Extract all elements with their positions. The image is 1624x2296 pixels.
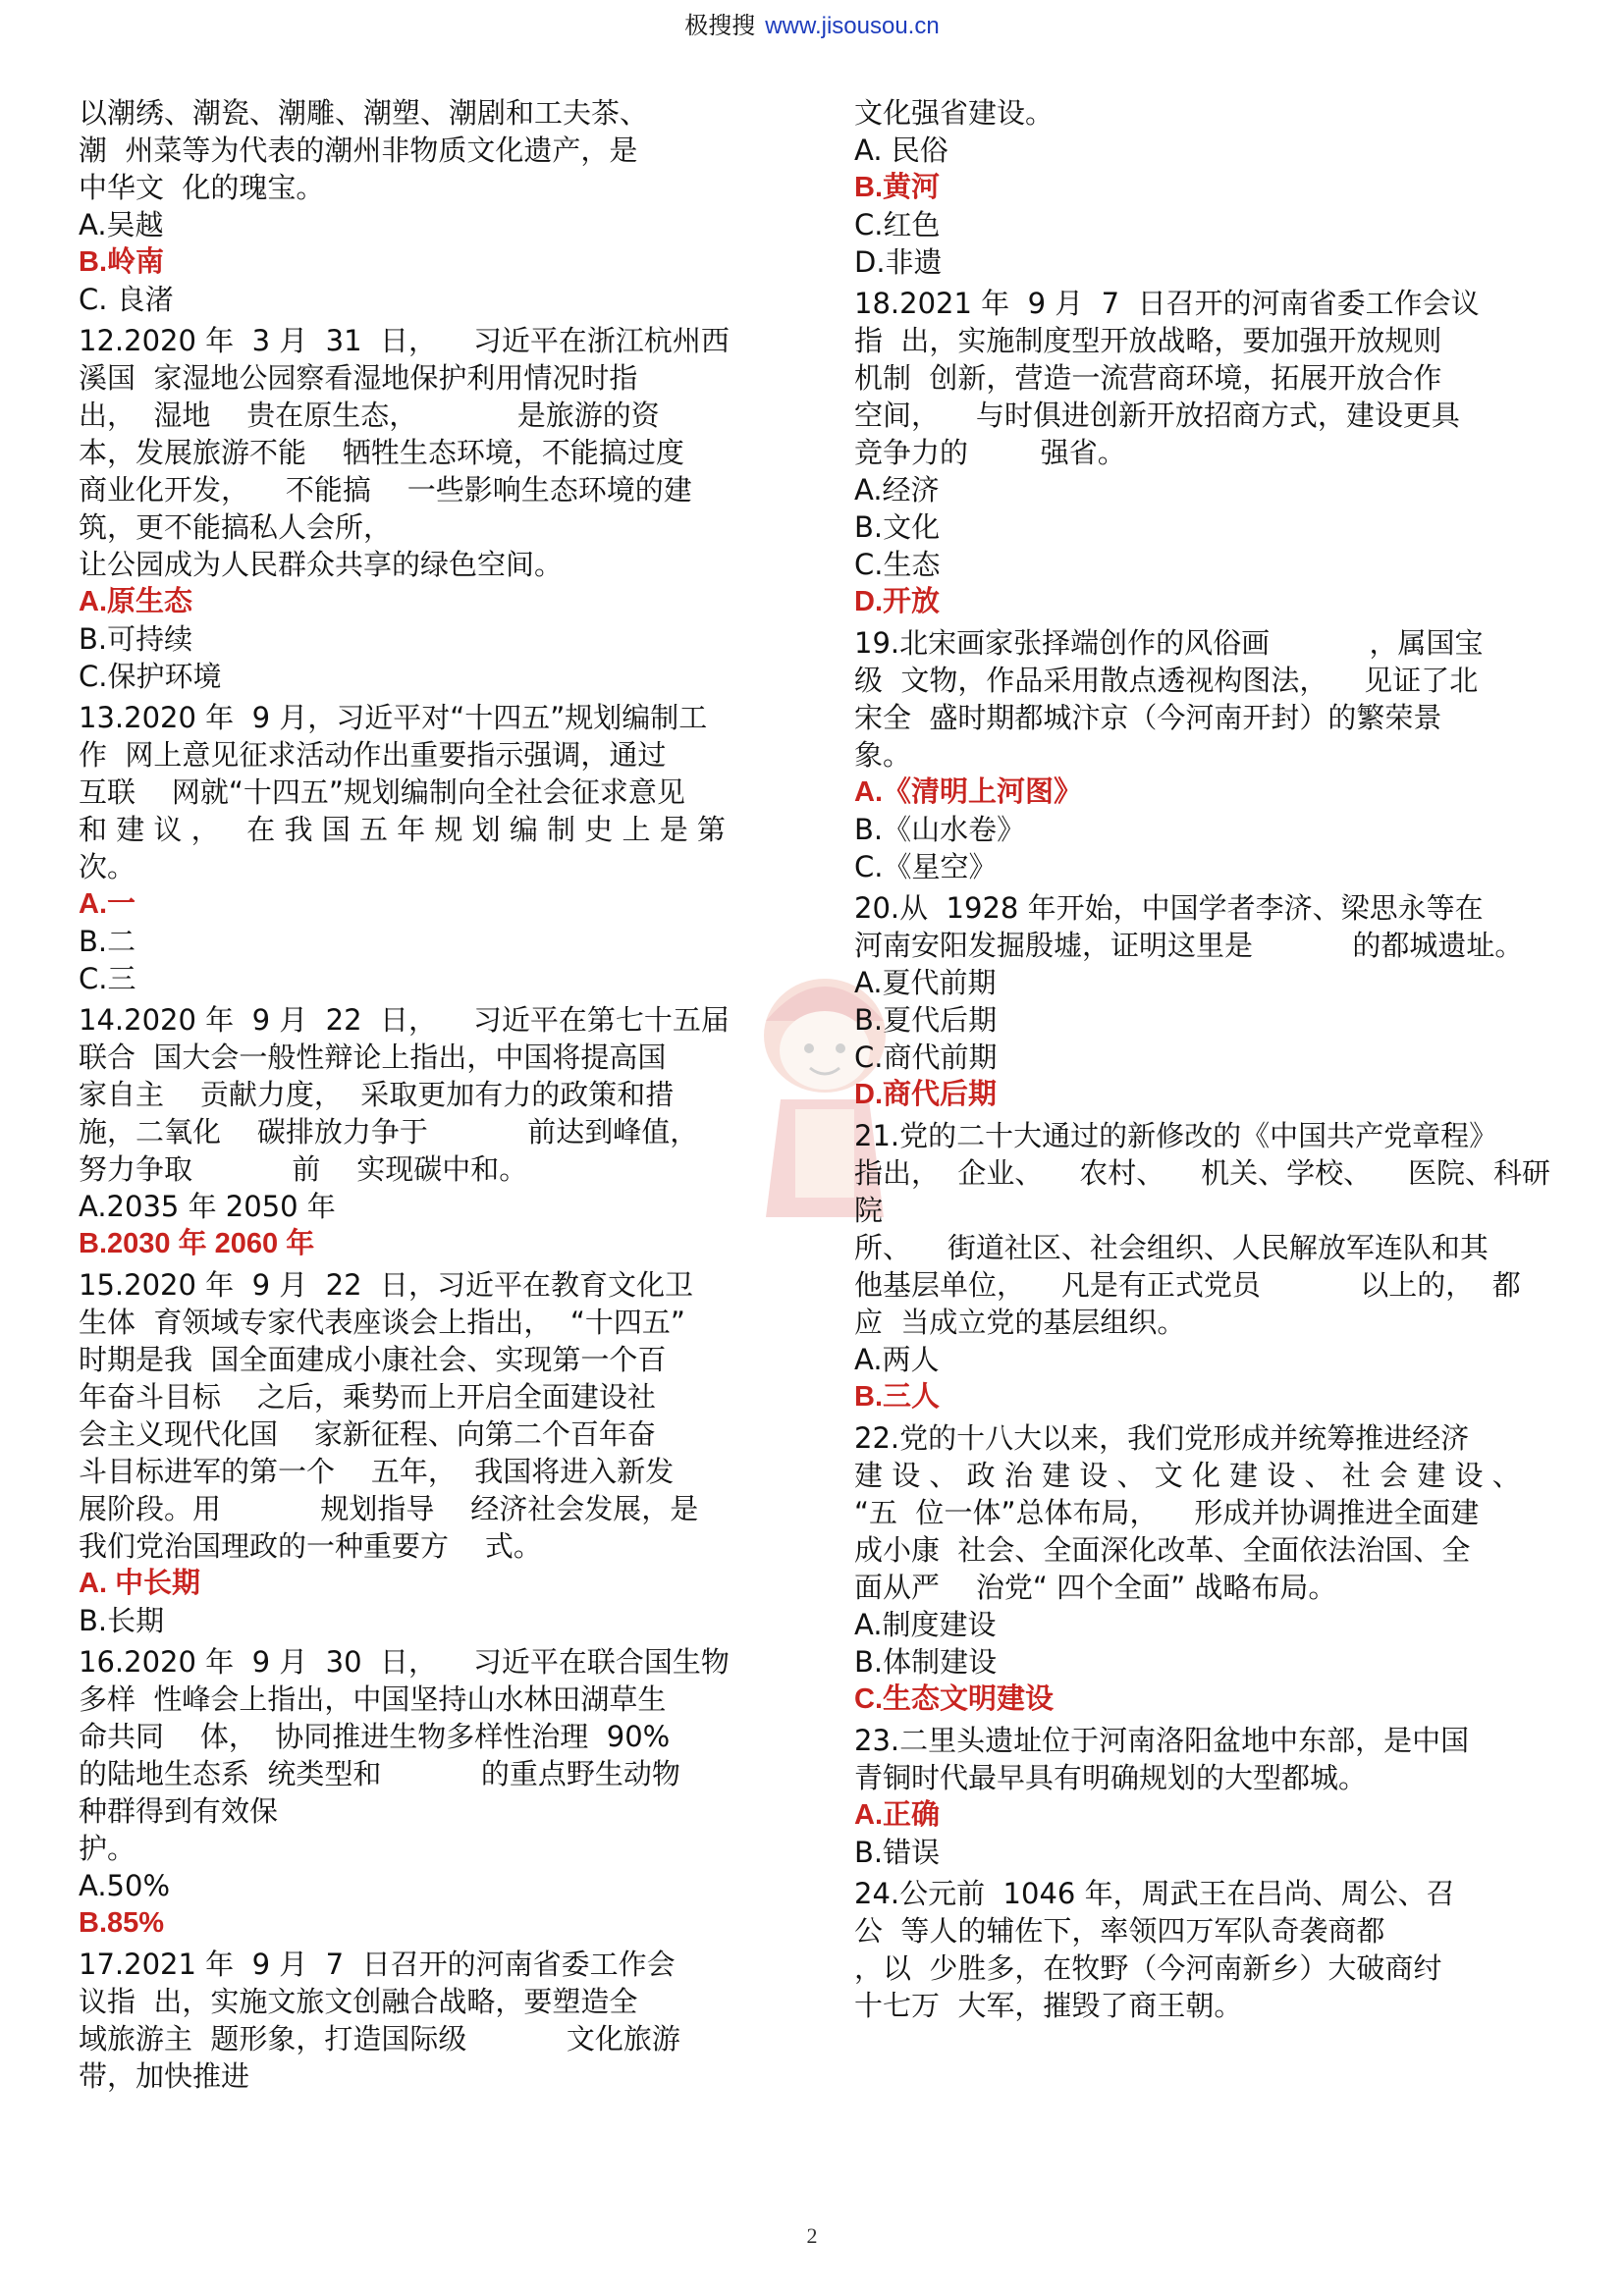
answer-option: A.制度建设 [854, 1608, 997, 1641]
question-text: 16.2020 年 9 月 30 日， 习近平在联合国生物 多样 性峰会上指出，中国坚持山水林田湖草生 命共同 体， 协同推进生物多样性治理 90% 的陆地生态系 统类型和 的重点野生动物 种群得到有效保 护。 [79, 1645, 730, 1865]
question-text: 18.2021 年 9 月 7 日召开的河南省委工作会议 指 出，实施制度型开放战略，要加强开放规则 机制 创新，营造一流营商环境，拓展开放合作 空间， 与时俱进创新开放招商方式，建设更具 竞争力的 强省。 [854, 287, 1480, 469]
page-number: 2 [806, 2223, 818, 2248]
answer-option: A. 民俗 [854, 133, 948, 167]
question-text: 21.党的二十大通过的新修改的《中国共产党章程》 指出， 企业、 农村、 机关、学校、 医院、科研院 所、 街道社区、社会组织、人民解放军连队和其 他基层单位， 凡是有正式党员 以上的， 都 应 当成立党的基层组织。 [854, 1119, 1551, 1339]
page-header [0, 8, 1624, 44]
answer-option: B.二 [79, 925, 136, 958]
question-text: 22.党的十八大以来，我们党形成并统筹推进经济 建 设 、 政 治 建 设 、 文 化 建 设 、 社 会 建 设 、 “五 位一体”总体布局， 形成并协调推进全面建 成小康 社会、全面深化改革、全面依法治国、全 面从严 治党“ 四个全面” 战略布局。 [854, 1421, 1521, 1604]
answer-option: B.体制建设 [854, 1645, 998, 1679]
correct-answer-option: A.《清明上河图》 [854, 776, 1083, 808]
answer-option: B.可持续 [79, 622, 193, 656]
answer-option: C.生态 [854, 548, 941, 581]
answer-option: C.商代前期 [854, 1041, 998, 1074]
correct-answer-option: A.原生态 [79, 586, 193, 617]
left-column [79, 90, 756, 2095]
correct-answer-option: B.岭南 [79, 246, 165, 278]
correct-answer-option: D.商代后期 [854, 1079, 998, 1110]
answer-option: B.文化 [854, 510, 941, 544]
question-text: 13.2020 年 9 月，习近平对“十四五”规划编制工 作 网上意见征求活动作出重要指示强调，通过 互联 网就“十四五”规划编制向全社会征求意见 和 建 议 ， 在 我 国 五 年 规 划 编 制 史 上 是 第 次。 [79, 701, 726, 883]
question-text: 14.2020 年 9 月 22 日， 习近平在第七十五届 联合 国大会一般性辩论上指出，中国将提高国 家自主 贡献力度， 采取更加有力的政策和措 施，二氧化 碳排放力争于 前达到峰值， 努力争取 前 实现碳中和。 [79, 1003, 730, 1186]
question-text: 19.北宋画家张择端创作的风俗画 ，属国宝 级 文物，作品采用散点透视构图法， 见证了北 宋全 盛时期都城汴京（今河南开封）的繁荣景 象。 [854, 626, 1484, 772]
answer-option: C.《星空》 [854, 850, 998, 883]
answer-option: C.红色 [854, 208, 941, 241]
answer-option: B.长期 [79, 1604, 165, 1637]
answer-option: A.两人 [854, 1343, 940, 1376]
right-column [854, 90, 1571, 2024]
question-text: 23.二里头遗址位于河南洛阳盆地中东部，是中国 青铜时代最早具有明确规划的大型都城。 [854, 1724, 1470, 1794]
answer-option: B.夏代后期 [854, 1003, 998, 1037]
site-url-link[interactable]: www.jisousou.cn [765, 13, 940, 39]
answer-option: A.经济 [854, 473, 940, 507]
question-text: 17.2021 年 9 月 7 日召开的河南省委工作会 议指 出，实施文旅文创融合战略，要塑造全 域旅游主 题形象，打造国际级 文化旅游 带，加快推进 [79, 1948, 680, 2093]
correct-answer-option: C.生态文明建设 [854, 1683, 1055, 1715]
answer-option: C. 良渚 [79, 283, 174, 316]
site-brand: 极搜搜 [684, 12, 756, 39]
answer-option: A.夏代前期 [854, 966, 997, 999]
correct-answer-option: A.正确 [854, 1799, 941, 1831]
answer-option: B.错误 [854, 1836, 941, 1869]
question-text: 12.2020 年 3 月 31 日， 习近平在浙江杭州西 溪国 家湿地公园察看湿地保护利用情况时指 出， 湿地 贵在原生态， 是旅游的资 本，发展旅游不能 牺牲生态环境，不能搞过度 商业化开发， 不能搞 一些影响生态环境的建 筑，更不能搞私人会所， 让公园成为人民群众共享的绿色空间。 [79, 324, 730, 581]
correct-answer-option: D.开放 [854, 586, 941, 617]
question-text: 24.公元前 1046 年，周武王在吕尚、周公、召 公 等人的辅佐下，率领四万军队奇袭商都 ，以 少胜多，在牧野（今河南新乡）大破商纣 十七万 大军，摧毁了商王朝。 [854, 1877, 1455, 2022]
answer-option: B.《山水卷》 [854, 813, 1026, 846]
answer-option: A.2035 年 2050 年 [79, 1190, 336, 1223]
question-text: 15.2020 年 9 月 22 日，习近平在教育文化卫 生体 育领域专家代表座谈会上指出， “十四五” 时期是我 国全面建成小康社会、实现第一个百 年奋斗目标 之后，乘势而上开启全面建设社 会主义现代化国 家新征程、向第二个百年奋 斗目标进军的第一个 五年， 我国将进入新发 展阶段。用 规划指导 经济社会发展，是 我们党治国理政的一种重要方 式。 [79, 1268, 699, 1563]
answer-option: A.吴越 [79, 208, 164, 241]
correct-answer-option: A.一 [79, 888, 136, 920]
correct-answer-option: B.85% [79, 1907, 165, 1939]
correct-answer-option: B.黄河 [854, 172, 941, 203]
question-text: 20.从 1928 年开始，中国学者李济、梁思永等在 河南安阳发掘殷墟，证明这里是 的都城遗址。 [854, 891, 1524, 962]
answer-option: C.三 [79, 962, 136, 995]
answer-option: A.50% [79, 1869, 171, 1902]
correct-answer-option: A. 中长期 [79, 1568, 201, 1599]
correct-answer-option: B.三人 [854, 1381, 941, 1413]
answer-option: D.非遗 [854, 245, 943, 279]
question-text: 文化强省建设。 [854, 96, 1055, 130]
correct-answer-option: B.2030 年 2060 年 [79, 1228, 315, 1259]
question-text: 以潮绣、潮瓷、潮雕、潮塑、潮剧和工夫茶、 潮 州菜等为代表的潮州非物质文化遗产，是 中华文 化的瑰宝。 [79, 96, 649, 204]
answer-option: C.保护环境 [79, 660, 222, 693]
